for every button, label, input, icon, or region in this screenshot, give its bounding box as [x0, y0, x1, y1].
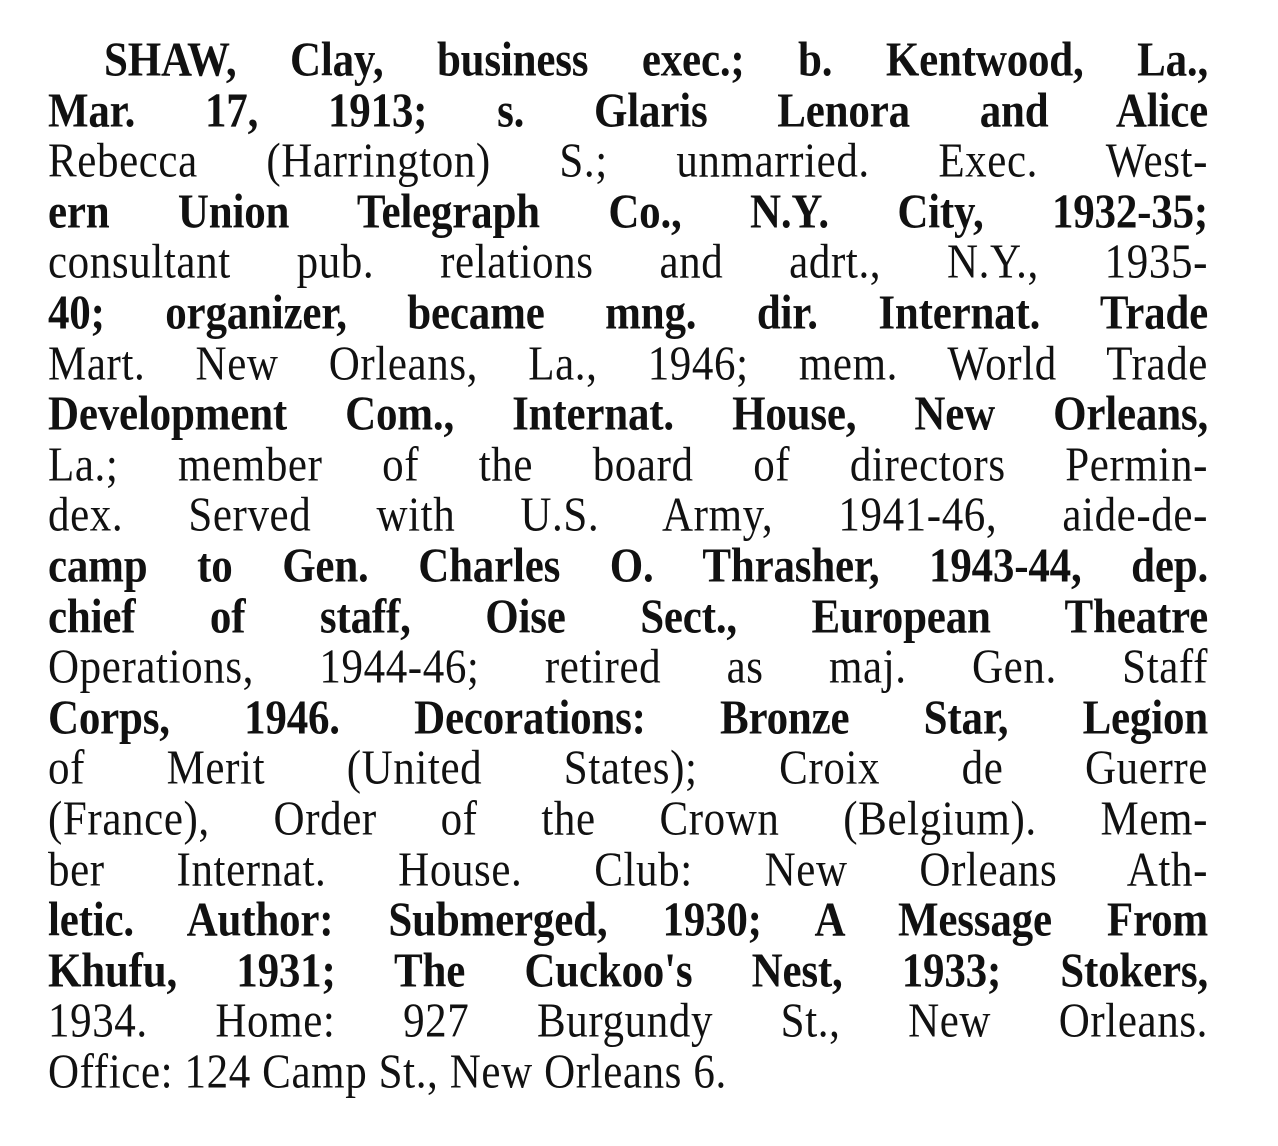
biographical-entry: [48, 36, 1208, 1098]
entry-line: Khufu, 1931; The Cuckoo's Nest, 1933; Stokers,: [48, 944, 1208, 998]
entry-line: Mar. 17, 1913; s. Glaris Lenora and Alice: [48, 84, 1208, 138]
entry-line: (France), Order of the Crown (Belgium). Mem-: [48, 792, 1208, 846]
entry-line: La.; member of the board of directors Permin-: [48, 438, 1208, 492]
entry-line: dex. Served with U.S. Army, 1941-46, aide-de-: [48, 489, 1208, 543]
entry-line: Office: 124 Camp St., New Orleans 6.: [48, 1045, 727, 1099]
entry-line: of Merit (United States); Croix de Guerre: [48, 742, 1208, 796]
entry-line: camp to Gen. Charles O. Thrasher, 1943-44, dep.: [48, 540, 1208, 593]
entry-line: Rebecca (Harrington) S.; unmarried. Exec. West-: [48, 135, 1208, 188]
entry-line: Corps, 1946. Decorations: Bronze Star, Legion: [48, 691, 1208, 745]
entry-line: Operations, 1944-46; retired as maj. Gen. Staff: [48, 641, 1208, 694]
entry-line: ber Internat. House. Club: New Orleans Ath-: [48, 843, 1208, 897]
entry-line: 1934. Home: 927 Burgundy St., New Orleans.: [48, 995, 1208, 1049]
entry-line: ern Union Telegraph Co., N.Y. City, 1932-35;: [48, 185, 1208, 239]
entry-line: consultant pub. relations and adrt., N.Y., 1935-: [48, 236, 1208, 290]
entry-line: Development Com., Internat. House, New Orleans,: [48, 388, 1208, 441]
entry-line: 40; organizer, became mng. dir. Internat. Trade: [48, 287, 1208, 340]
entry-line: chief of staff, Oise Sect., European Theatre: [48, 590, 1208, 644]
entry-line: SHAW, Clay, business exec.; b. Kentwood, La.,: [104, 34, 1208, 87]
entry-line: letic. Author: Submerged, 1930; A Message From: [48, 894, 1208, 947]
entry-line: Mart. New Orleans, La., 1946; mem. World Trade: [48, 337, 1208, 391]
